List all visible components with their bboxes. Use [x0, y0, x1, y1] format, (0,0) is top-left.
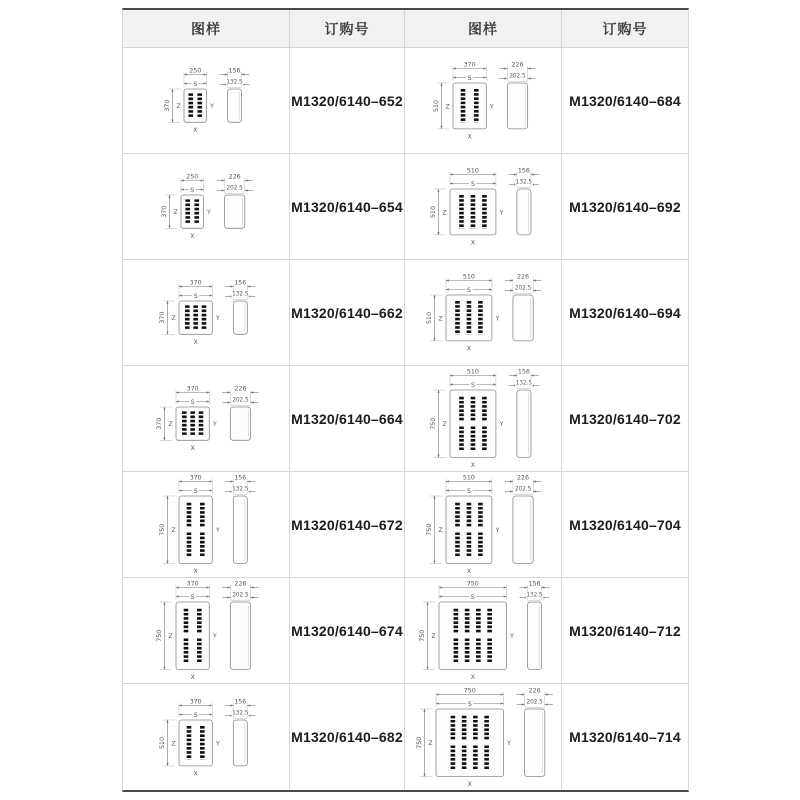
drawing-cell [123, 48, 290, 154]
svg-text:S: S [193, 488, 198, 495]
svg-text:132.5: 132.5 [525, 592, 543, 599]
svg-text:156: 156 [517, 368, 530, 376]
svg-text:X: X [193, 126, 198, 134]
svg-text:370: 370 [186, 385, 199, 393]
svg-text:132.5: 132.5 [226, 79, 243, 86]
svg-text:156: 156 [233, 279, 246, 287]
svg-text:510: 510 [429, 205, 437, 218]
svg-text:370: 370 [189, 474, 202, 482]
svg-text:250: 250 [186, 173, 199, 181]
svg-text:X: X [466, 568, 472, 575]
drawing-cell [123, 366, 290, 472]
dimension-drawing [412, 685, 555, 790]
svg-text:132.5: 132.5 [231, 291, 248, 298]
header-drawing-1: 图样 [123, 10, 290, 48]
order-number: M1320/6140–702 [562, 366, 688, 472]
svg-text:X: X [193, 338, 198, 346]
order-number: M1320/6140–674 [290, 578, 405, 684]
svg-text:202.5: 202.5 [231, 397, 249, 404]
svg-text:S: S [193, 293, 198, 300]
svg-text:Y: Y [489, 103, 494, 111]
svg-text:X: X [190, 674, 195, 681]
svg-text:X: X [467, 133, 472, 141]
svg-text:S: S [190, 187, 195, 194]
svg-text:250: 250 [189, 67, 202, 75]
drawing-cell [405, 472, 562, 578]
svg-text:Z: Z [427, 739, 433, 747]
svg-text:Z: Z [438, 315, 443, 323]
svg-text:202.5: 202.5 [514, 285, 532, 292]
svg-text:202.5: 202.5 [508, 73, 526, 80]
dimension-drawing [152, 578, 261, 683]
dimension-drawing [152, 383, 261, 454]
svg-text:S: S [470, 382, 475, 389]
svg-text:Z: Z [430, 633, 436, 641]
svg-text:750: 750 [415, 736, 423, 749]
svg-text:X: X [467, 780, 472, 788]
svg-text:370: 370 [158, 311, 166, 324]
svg-text:Z: Z [167, 420, 173, 428]
drawing-cell [405, 578, 562, 684]
order-number: M1320/6140–714 [569, 729, 681, 745]
svg-text:370: 370 [164, 99, 171, 112]
svg-text:Y: Y [207, 208, 211, 216]
svg-text:X: X [470, 462, 475, 469]
svg-text:226: 226 [510, 61, 523, 69]
svg-text:370: 370 [189, 279, 202, 287]
svg-text:510: 510 [462, 474, 475, 482]
dimension-drawing [155, 696, 258, 779]
dimension-drawing [160, 65, 252, 136]
svg-text:226: 226 [517, 474, 530, 482]
dimension-drawing [426, 366, 541, 471]
drawing-cell [405, 154, 562, 260]
svg-text:156: 156 [233, 474, 246, 482]
svg-text:132.5: 132.5 [231, 710, 248, 717]
dimension-drawing [426, 165, 541, 248]
svg-text:S: S [190, 594, 195, 601]
svg-text:S: S [470, 181, 475, 188]
svg-text:S: S [193, 81, 198, 88]
svg-text:750: 750 [429, 417, 437, 430]
svg-text:156: 156 [517, 167, 530, 175]
svg-text:X: X [193, 769, 198, 777]
svg-text:X: X [190, 232, 195, 240]
order-number: M1320/6140–652 [290, 48, 405, 154]
svg-text:Y: Y [499, 209, 503, 217]
svg-text:Y: Y [212, 420, 217, 428]
svg-text:Z: Z [173, 208, 178, 216]
drawing-cell [123, 578, 290, 684]
svg-text:370: 370 [155, 417, 163, 430]
svg-text:Y: Y [495, 315, 500, 323]
svg-text:Z: Z [170, 527, 176, 535]
svg-text:S: S [193, 711, 198, 719]
drawing-cell [405, 366, 562, 472]
svg-text:510: 510 [426, 311, 433, 324]
svg-text:750: 750 [158, 523, 166, 536]
dimension-drawing [429, 59, 538, 142]
svg-text:156: 156 [228, 67, 241, 75]
svg-text:Y: Y [215, 527, 220, 535]
svg-text:S: S [470, 594, 475, 601]
order-number: M1320/6140–682 [290, 684, 405, 790]
dimension-drawing [155, 277, 258, 348]
dimension-drawing [422, 472, 544, 577]
drawing-cell [123, 472, 290, 578]
svg-text:X: X [193, 568, 198, 575]
svg-text:S: S [466, 287, 471, 294]
svg-text:750: 750 [418, 629, 426, 642]
order-number: M1320/6140–672 [290, 472, 405, 578]
svg-text:Y: Y [210, 102, 214, 110]
svg-text:Z: Z [441, 209, 447, 217]
svg-text:510: 510 [158, 736, 166, 749]
dimension-drawing [415, 578, 552, 683]
svg-text:S: S [190, 399, 195, 406]
svg-text:Z: Z [176, 102, 181, 110]
order-number: M1320/6140–694 [562, 260, 688, 366]
drawing-cell [405, 48, 562, 154]
svg-text:Y: Y [212, 633, 217, 641]
svg-text:Z: Z [167, 633, 173, 641]
svg-text:X: X [470, 239, 475, 247]
svg-text:370: 370 [186, 580, 199, 588]
drawing-cell [405, 260, 562, 366]
order-number: M1320/6140–664 [290, 366, 405, 472]
svg-text:156: 156 [233, 698, 246, 705]
svg-text:Y: Y [495, 527, 500, 535]
svg-text:Y: Y [506, 739, 511, 747]
header-order-2: 订购号 [562, 10, 688, 48]
header-order-1: 订购号 [290, 10, 405, 48]
drawing-cell [405, 684, 562, 790]
svg-text:Y: Y [215, 739, 220, 747]
svg-text:750: 750 [463, 687, 476, 694]
svg-text:226: 226 [517, 273, 530, 281]
svg-text:202.5: 202.5 [526, 699, 543, 706]
svg-text:132.5: 132.5 [515, 179, 532, 186]
svg-text:510: 510 [466, 368, 479, 376]
svg-text:Z: Z [170, 739, 176, 747]
svg-text:750: 750 [426, 523, 433, 536]
svg-text:132.5: 132.5 [515, 380, 532, 387]
svg-text:Y: Y [215, 314, 220, 322]
svg-text:510: 510 [432, 99, 440, 112]
svg-text:X: X [466, 345, 472, 353]
svg-text:S: S [466, 488, 471, 495]
order-number: M1320/6140–692 [562, 154, 688, 260]
dimension-drawing [155, 472, 258, 577]
svg-text:226: 226 [228, 173, 241, 181]
svg-text:X: X [470, 674, 475, 681]
svg-text:510: 510 [466, 167, 479, 175]
order-number: M1320/6140–704 [562, 472, 688, 578]
dimension-drawing [422, 271, 544, 354]
svg-text:750: 750 [155, 629, 163, 642]
drawing-cell [123, 260, 290, 366]
header-drawing-2: 图样 [405, 10, 562, 48]
svg-text:226: 226 [233, 385, 246, 393]
svg-text:X: X [190, 444, 195, 452]
svg-text:510: 510 [462, 273, 475, 281]
drawing-cell [123, 154, 290, 260]
order-number: M1320/6140–662 [290, 260, 405, 366]
svg-text:370: 370 [189, 698, 202, 705]
drawing-cell [123, 684, 290, 790]
svg-text:370: 370 [161, 205, 168, 218]
svg-text:202.5: 202.5 [226, 185, 243, 192]
svg-text:Y: Y [499, 421, 503, 429]
svg-text:S: S [467, 75, 472, 82]
svg-text:S: S [467, 700, 472, 708]
order-number: M1320/6140–654 [290, 154, 405, 260]
order-number: M1320/6140–712 [562, 578, 688, 684]
svg-text:750: 750 [466, 580, 479, 588]
svg-text:226: 226 [233, 580, 246, 588]
order-number: M1320/6140–684 [562, 48, 688, 154]
svg-text:156: 156 [528, 580, 541, 588]
svg-text:132.5: 132.5 [231, 486, 248, 493]
parts-table [122, 8, 689, 792]
svg-text:Z: Z [170, 314, 176, 322]
svg-text:Y: Y [509, 633, 514, 641]
svg-text:Z: Z [444, 103, 450, 111]
svg-text:370: 370 [463, 61, 476, 69]
dimension-drawing [157, 171, 255, 242]
svg-text:Z: Z [441, 421, 447, 429]
svg-text:202.5: 202.5 [514, 486, 532, 493]
svg-text:226: 226 [528, 687, 541, 694]
svg-text:Z: Z [438, 527, 443, 535]
svg-text:202.5: 202.5 [231, 592, 249, 599]
